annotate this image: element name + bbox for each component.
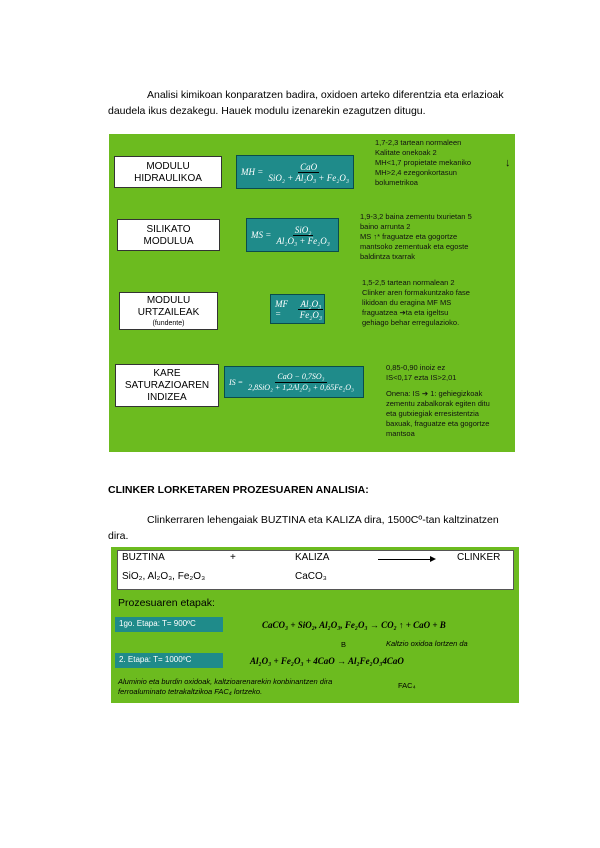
bottom-note-1: Aluminio eta burdin oxidoak, kaltzioarenarekin konbinantzen dira <box>118 677 333 686</box>
module-silikato-label: SILIKATO MODULUA <box>117 219 220 251</box>
buztina-label: BUZTINA <box>122 552 165 563</box>
down-arrow-icon: ↓ <box>505 157 511 169</box>
kaliza-label: KALIZA <box>295 552 330 563</box>
kaliza-formula: CaCO₃ <box>295 571 327 582</box>
stages-title: Prozesuaren etapak: <box>118 597 215 609</box>
clinker-para-line-1: Clinkerraren lehengaiak BUZTINA eta KALIZA dira, 1500Cº-tan kaltzinatzen <box>147 514 499 526</box>
section-heading: CLINKER LORKETAREN PROZESUAREN ANALISIA: <box>108 484 369 496</box>
clinker-label: CLINKER <box>457 552 501 563</box>
intro-line-2: daudela ikus dezakegu. Hauek modulu izenarekin ezagutzen ditugu. <box>108 105 426 117</box>
stage-2-equation: Al₂O₃ + Fe₂O₃ + 4CaO → Al₂Fe₂O₃4CaO <box>250 656 404 666</box>
stage-1-equation: CaCO₃ + SiO₂, Al₂O₃, Fe₂O₃ → CO₂ ↑ + CaO + B <box>262 620 446 630</box>
module-hidraulikoa-notes: 1,7-2,3 tartean normaleen Kalitate onekoak 2 MH<1,7 propietate mekaniko MH>2,4 ezegonkortasun bolumetrikoa <box>375 138 472 187</box>
stage-2-label: 2. Etapa: T= 1000ºC <box>115 653 223 668</box>
stage-2-fac-label: FAC₄ <box>398 681 416 690</box>
module-kare-label: KARE SATURAZIOAREN INDIZEA <box>115 364 219 407</box>
reaction-arrow-icon <box>378 559 434 560</box>
clinker-para-line-2: dira. <box>108 530 129 542</box>
module-hidraulikoa-label: MODULU HIDRAULIKOA <box>114 156 222 188</box>
plus-sign: + <box>230 552 236 563</box>
stage-1-note: Kaltzio oxidoa lortzen da <box>386 639 468 648</box>
bottom-note-2: ferroaluminato tetrakaltzikoa FAC₄ lortzeko. <box>118 687 263 696</box>
module-silikato-notes: 1,9-3,2 baina zementu txurietan 5 baino arrunta 2 MS ↑* fraguatze eta gogortze mantsoko zementuak eta egoste baldintza txarrak <box>360 212 472 261</box>
reaction-arrow-head-icon <box>430 556 436 562</box>
module-silikato-formula: MS = $\frac{\text{SiO₂}}{\text{Al₂O₃ + Fe₂O₃}}$ <box>246 218 339 252</box>
stage-1-label: 1go. Etapa: T= 900ºC <box>115 617 223 632</box>
module-kare-notes: 0,85-0,90 inoiz ez IS<0,17 ezta IS>2,01 Onena: IS ➔ 1: gehiegizkoak zementu zabalkorak egiten ditu eta gutxiegiak erresistentzia baxuak, fraguatze eta gogortze mantsoa <box>386 363 490 438</box>
buztina-formula: SiO₂, Al₂O₃, Fe₂O₃ <box>122 571 206 582</box>
module-hidraulikoa-formula: MH = $\frac{\text{CaO}}{\text{SiO₂ + Al₂O₃ + Fe₂O₃}}$ <box>236 155 354 189</box>
intro-line-1: Analisi kimikoan konparatzen badira, oxidoen arteko diferentzia eta erlazioak <box>147 89 504 101</box>
module-urtzaileak-label: MODULU URTZAILEAK (fundente) <box>119 292 218 330</box>
stage-1-b-label: B <box>341 640 347 649</box>
module-urtzaileak-notes: 1,5-2,5 tartean normalean 2 Clinker aren formakuntzako fase likidoan du eragina MF MS fraguatzea ➔ta eta igeltsu gehiago behar erregulazioko. <box>362 278 470 327</box>
module-kare-formula: IS = $\frac{\text{CaO − 0,7SO₃}}{\text{2,8SiO₂ + 1,2Al₂O₃ + 0,65Fe₂O₃}}$ <box>224 366 364 398</box>
module-urtzaileak-formula: MF = $\frac{\text{Al₂O₃}}{\text{Fe₂O₃}}$ <box>270 294 325 324</box>
